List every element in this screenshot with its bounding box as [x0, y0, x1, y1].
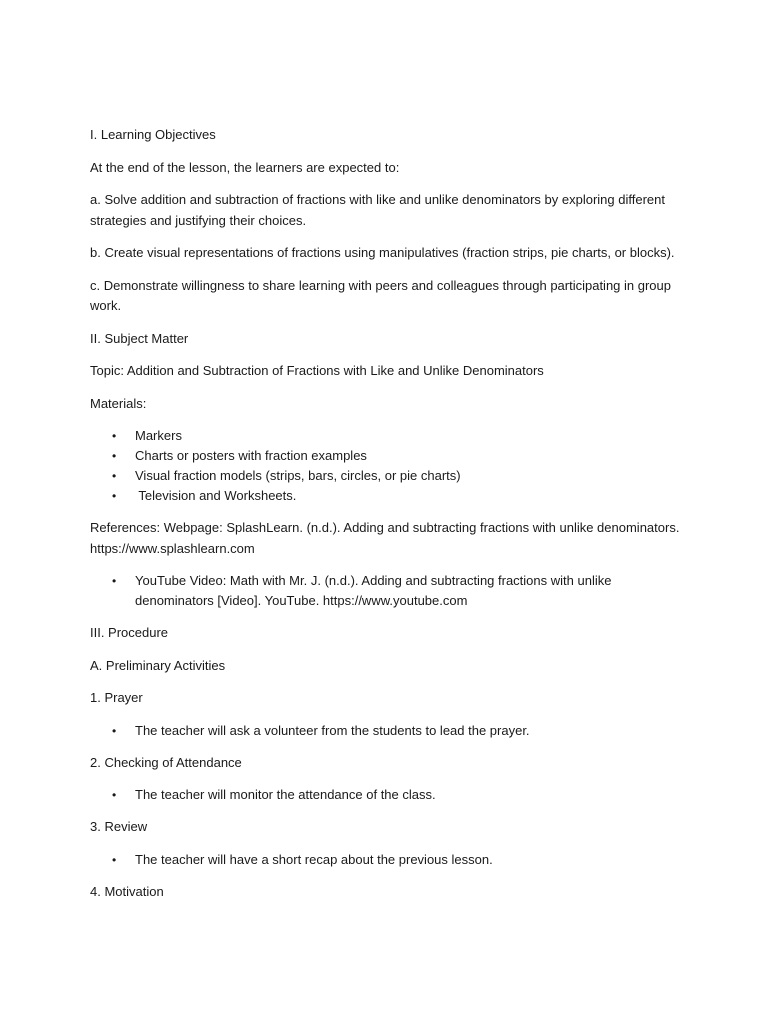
review-item: The teacher will have a short recap about the previous lesson.	[135, 851, 493, 867]
list-item	[90, 466, 680, 486]
material-label: Markers	[135, 428, 182, 443]
list-item	[90, 721, 680, 741]
heading-subject-matter: II. Subject Matter	[90, 330, 189, 346]
step-prayer: 1. Prayer	[90, 690, 143, 705]
document-body	[90, 125, 680, 914]
step-motivation: 4. Motivation	[90, 883, 164, 899]
heading-procedure: III. Procedure	[90, 625, 169, 640]
material-label: Visual fraction models (strips, bars, circles, or pie charts)	[135, 468, 461, 483]
heading-learning-objectives: I. Learning Objectives	[90, 127, 216, 142]
preliminary-activities: A. Preliminary Activities	[90, 657, 226, 673]
materials-list	[90, 426, 680, 506]
attendance-list	[90, 785, 680, 805]
objective-a: a. Solve addition and subtraction of fractions with like and unlike denominators by exploring different strategies and justifying their choices.	[90, 192, 665, 228]
list-item	[90, 486, 680, 506]
prayer-list	[90, 721, 680, 741]
material-label: Television and Worksheets.	[135, 488, 297, 503]
step-review: 3. Review	[90, 819, 148, 834]
bullet-icon: •	[112, 489, 117, 503]
material-label: Charts or posters with fraction examples	[135, 448, 367, 463]
objective-c: c. Demonstrate willingness to share learning with peers and colleagues through participating in group work.	[90, 277, 672, 313]
references-list	[90, 571, 680, 611]
prayer-item: The teacher will ask a volunteer from the students to lead the prayer.	[135, 722, 530, 738]
references: References: Webpage: SplashLearn. (n.d.). Adding and subtracting fractions with unlike denominators. https://www.splashlearn.com	[90, 520, 680, 556]
objective-b: b. Create visual representations of fractions using manipulatives (fraction strips, pie charts, or blocks).	[90, 245, 675, 260]
bullet-icon: •	[112, 449, 117, 463]
list-item	[90, 571, 680, 611]
list-item	[90, 426, 680, 446]
list-item	[90, 850, 680, 870]
topic: Topic: Addition and Subtraction of Fractions with Like and Unlike Denominators	[90, 363, 544, 378]
bullet-icon: •	[112, 429, 117, 443]
list-item	[90, 785, 680, 805]
list-item	[90, 446, 680, 466]
attendance-item: The teacher will monitor the attendance of the class.	[135, 787, 436, 802]
bullet-icon: •	[112, 723, 117, 738]
bullet-icon: •	[112, 574, 117, 588]
bullet-icon: •	[112, 852, 117, 867]
step-attendance: 2. Checking of Attendance	[90, 754, 242, 770]
review-list	[90, 850, 680, 870]
reference-video: YouTube Video: Math with Mr. J. (n.d.). Adding and subtracting fractions with unlike denominators [Video]. YouTube. https://www.youtube.com	[135, 573, 612, 608]
objectives-intro: At the end of the lesson, the learners are expected to:	[90, 159, 400, 175]
bullet-icon: •	[112, 788, 117, 802]
bullet-icon: •	[112, 469, 117, 483]
materials-label: Materials:	[90, 395, 147, 411]
